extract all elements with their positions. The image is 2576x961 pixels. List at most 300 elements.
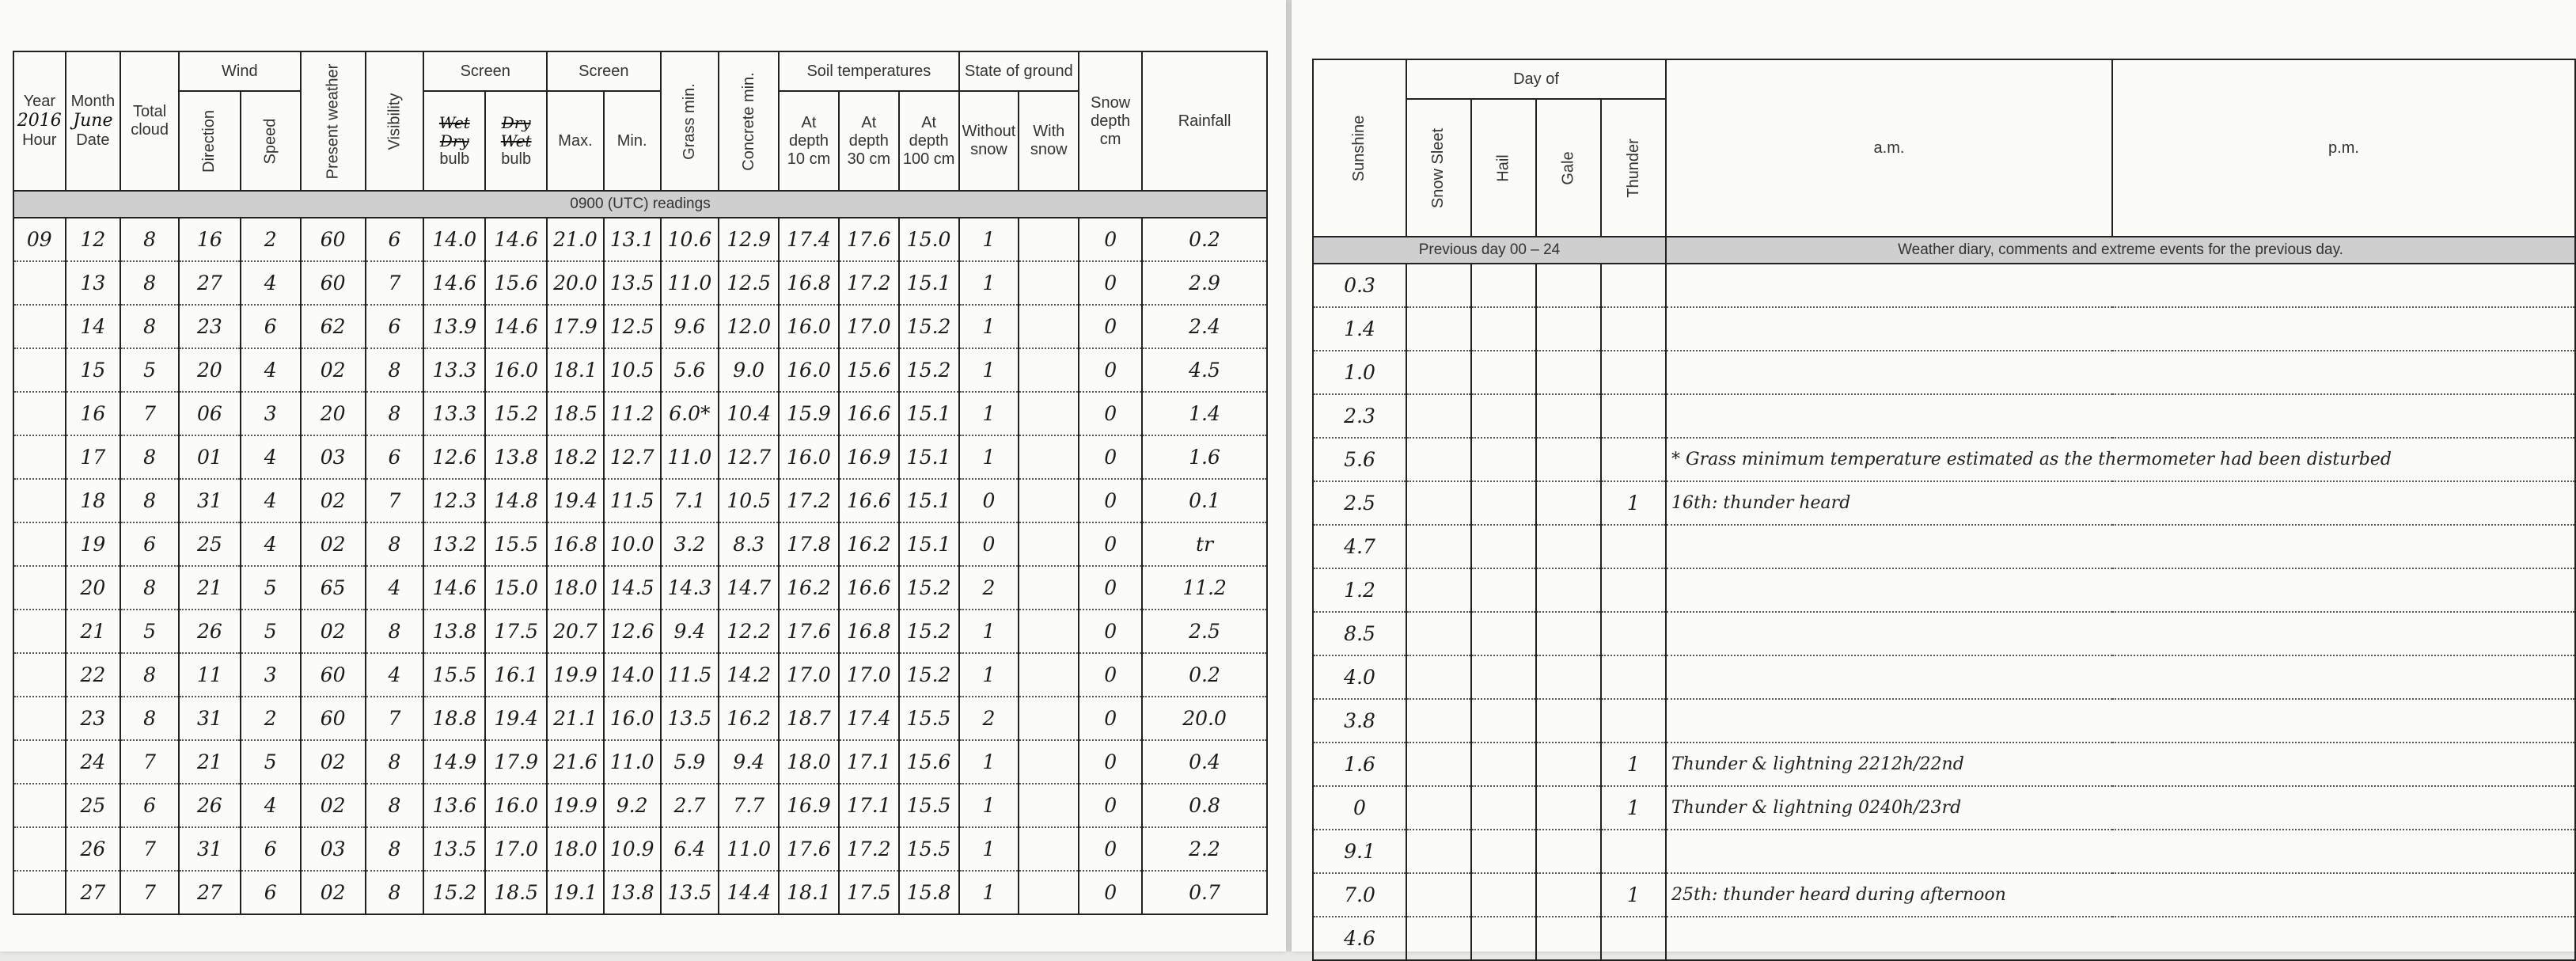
concrete-min-cell: 16.2 <box>719 697 779 740</box>
wind-direction-cell: 31 <box>179 827 241 871</box>
ground-without-snow-cell: 1 <box>959 348 1019 392</box>
snow-depth-cell: 0 <box>1079 305 1142 348</box>
ground-without-snow-cell: 1 <box>959 435 1019 479</box>
thunder-cell <box>1601 612 1666 655</box>
soil-100cm-cell: 15.2 <box>899 348 959 392</box>
soil-100cm-cell: 15.1 <box>899 261 959 305</box>
hail-cell <box>1471 830 1536 873</box>
wind-direction-cell: 23 <box>179 305 241 348</box>
date-cell: 24 <box>66 740 121 784</box>
hail-cell <box>1471 525 1536 568</box>
rainfall-cell: 0.1 <box>1142 479 1267 522</box>
sunshine-cell: 3.8 <box>1313 699 1406 743</box>
wet-bulb-cell: 12.6 <box>423 435 485 479</box>
diary-note-cell <box>1666 699 2575 743</box>
wind-speed-cell: 2 <box>241 697 301 740</box>
wind-direction-cell: 20 <box>179 348 241 392</box>
gale-cell <box>1536 917 1601 960</box>
table-row <box>13 522 1267 566</box>
diary-note-cell <box>1666 264 2575 307</box>
snow-cell <box>1406 612 1471 655</box>
snow-cell <box>1406 307 1471 351</box>
soil-10cm-cell: 17.6 <box>779 827 839 871</box>
table-row <box>1313 264 2575 307</box>
sunshine-cell: 1.0 <box>1313 351 1406 394</box>
dry-bulb-cell: 16.1 <box>485 653 547 697</box>
total-cloud-cell: 7 <box>120 827 179 871</box>
soil-100cm-cell: 15.0 <box>899 218 959 261</box>
screen-max-cell: 18.0 <box>547 827 604 871</box>
soil-10cm-cell: 16.0 <box>779 348 839 392</box>
hour-cell <box>13 697 66 740</box>
grass-min-cell: 6.4 <box>661 827 719 871</box>
diary-note-text: Thunder & lightning 0240h/23rd <box>1671 798 1962 818</box>
snow-depth-cell: 0 <box>1079 827 1142 871</box>
snow-cell <box>1406 917 1471 960</box>
rainfall-cell: 0.2 <box>1142 218 1267 261</box>
sunshine-cell: 1.2 <box>1313 568 1406 612</box>
soil-100cm-cell: 15.6 <box>899 740 959 784</box>
present-weather-header: Present weather <box>301 51 366 191</box>
snow-cell <box>1406 351 1471 394</box>
previous-day-band: Previous day 00 – 24 <box>1313 237 1666 264</box>
present-weather-cell: 60 <box>301 697 366 740</box>
diary-note-cell <box>1666 830 2575 873</box>
concrete-min-cell: 12.5 <box>719 261 779 305</box>
dry-bulb-cell: 14.8 <box>485 479 547 522</box>
table-row <box>13 653 1267 697</box>
snow-cell <box>1406 481 1471 525</box>
wind-direction-cell: 06 <box>179 392 241 435</box>
table-row <box>1313 786 2575 830</box>
wind-speed-cell: 5 <box>241 740 301 784</box>
table-row <box>1313 830 2575 873</box>
thunder-cell: 1 <box>1601 786 1666 830</box>
snow-cell <box>1406 655 1471 699</box>
soil-30cm-cell: 15.6 <box>839 348 899 392</box>
snow-cell <box>1406 786 1471 830</box>
thunder-header: Thunder <box>1601 99 1666 237</box>
snow-depth-cell: 0 <box>1079 522 1142 566</box>
diary-note-cell <box>1666 481 2575 525</box>
rainfall-cell: 11.2 <box>1142 566 1267 610</box>
sunshine-cell: 4.0 <box>1313 655 1406 699</box>
visibility-cell: 7 <box>366 479 424 522</box>
screen-max-cell: 21.1 <box>547 697 604 740</box>
thunder-cell <box>1601 264 1666 307</box>
grass-min-cell: 5.6 <box>661 348 719 392</box>
soil-10cm-cell: 16.0 <box>779 305 839 348</box>
date-cell: 15 <box>66 348 121 392</box>
table-row <box>13 348 1267 392</box>
rainfall-cell: 0.4 <box>1142 740 1267 784</box>
dry-bulb-cell: 16.0 <box>485 784 547 827</box>
sunshine-cell: 9.1 <box>1313 830 1406 873</box>
table-row <box>13 435 1267 479</box>
table-row <box>1313 917 2575 960</box>
sunshine-cell: 4.6 <box>1313 917 1406 960</box>
soil-10cm-cell: 17.0 <box>779 653 839 697</box>
without-snow-header: Without snow <box>959 91 1019 191</box>
diary-note-cell <box>1666 307 2575 351</box>
soil-100cm-cell: 15.1 <box>899 479 959 522</box>
screen-max-cell: 16.8 <box>547 522 604 566</box>
table-row <box>1313 525 2575 568</box>
hour-cell <box>13 479 66 522</box>
sunshine-cell: 0.3 <box>1313 264 1406 307</box>
wind-speed-cell: 5 <box>241 566 301 610</box>
month-date-header: Month June Date <box>66 51 121 191</box>
screen-max-cell: 18.1 <box>547 348 604 392</box>
thunder-cell: 1 <box>1601 873 1666 917</box>
soil-30cm-cell: 17.4 <box>839 697 899 740</box>
wind-direction-cell: 21 <box>179 740 241 784</box>
wet-bulb-cell: 13.2 <box>423 522 485 566</box>
soil-10cm-cell: 17.4 <box>779 218 839 261</box>
ground-without-snow-cell: 1 <box>959 871 1019 914</box>
ground-with-snow-cell <box>1019 740 1079 784</box>
wet-bulb-cell: 13.3 <box>423 348 485 392</box>
snow-cell <box>1406 525 1471 568</box>
total-cloud-cell: 8 <box>120 218 179 261</box>
ground-without-snow-cell: 0 <box>959 479 1019 522</box>
wind-speed-cell: 3 <box>241 653 301 697</box>
wind-direction-cell: 26 <box>179 784 241 827</box>
ground-with-snow-cell <box>1019 653 1079 697</box>
soil-10cm-cell: 15.9 <box>779 392 839 435</box>
table-row <box>13 261 1267 305</box>
grass-min-cell: 2.7 <box>661 784 719 827</box>
screen-min-cell: 16.0 <box>604 697 661 740</box>
present-weather-cell: 02 <box>301 479 366 522</box>
grass-min-cell: 9.6 <box>661 305 719 348</box>
snow-cell <box>1406 830 1471 873</box>
soil-10cm-cell: 17.8 <box>779 522 839 566</box>
hail-cell <box>1471 438 1536 481</box>
visibility-cell: 8 <box>366 784 424 827</box>
visibility-cell: 6 <box>366 305 424 348</box>
thunder-cell: 1 <box>1601 481 1666 525</box>
screen-max-cell: 21.6 <box>547 740 604 784</box>
thunder-cell <box>1601 351 1666 394</box>
gale-cell <box>1536 612 1601 655</box>
visibility-cell: 8 <box>366 827 424 871</box>
grass-min-cell: 3.2 <box>661 522 719 566</box>
hail-cell <box>1471 351 1536 394</box>
wind-direction-cell: 26 <box>179 610 241 653</box>
thunder-cell <box>1601 917 1666 960</box>
concrete-min-cell: 12.0 <box>719 305 779 348</box>
total-cloud-cell: 8 <box>120 261 179 305</box>
table-row <box>1313 612 2575 655</box>
dry-bulb-cell: 17.0 <box>485 827 547 871</box>
screen-min-cell: 10.0 <box>604 522 661 566</box>
diary-note-cell <box>1666 568 2575 612</box>
concrete-min-cell: 7.7 <box>719 784 779 827</box>
diary-band: Weather diary, comments and extreme events for the previous day. <box>1666 237 2575 264</box>
dry-bulb-header: Dry Wet bulb <box>485 91 547 191</box>
concrete-min-cell: 14.7 <box>719 566 779 610</box>
wet-bulb-cell: 13.9 <box>423 305 485 348</box>
wind-direction-cell: 25 <box>179 522 241 566</box>
diary-table <box>1312 59 2576 961</box>
hail-cell <box>1471 307 1536 351</box>
screen-minmax-header: Screen <box>547 51 660 91</box>
screen-max-cell: 20.0 <box>547 261 604 305</box>
diary-note-cell <box>1666 655 2575 699</box>
dry-bulb-cell: 19.4 <box>485 697 547 740</box>
snow-depth-cell: 0 <box>1079 435 1142 479</box>
grass-min-cell: 5.9 <box>661 740 719 784</box>
gale-cell <box>1536 438 1601 481</box>
wind-header: Wind <box>179 51 301 91</box>
ground-without-snow-cell: 1 <box>959 305 1019 348</box>
date-cell: 14 <box>66 305 121 348</box>
table-row <box>13 871 1267 914</box>
soil-100cm-cell: 15.5 <box>899 784 959 827</box>
right-page <box>1292 0 2576 952</box>
hour-cell <box>13 827 66 871</box>
wind-speed-cell: 6 <box>241 305 301 348</box>
soil-10cm-cell: 17.6 <box>779 610 839 653</box>
diary-note-cell <box>1666 873 2575 917</box>
gale-cell <box>1536 830 1601 873</box>
screen-max-cell: 19.9 <box>547 784 604 827</box>
present-weather-cell: 60 <box>301 218 366 261</box>
snow-cell <box>1406 873 1471 917</box>
wind-direction-header: Direction <box>179 91 241 191</box>
soil-100cm-cell: 15.5 <box>899 827 959 871</box>
grass-min-cell: 13.5 <box>661 871 719 914</box>
present-weather-cell: 02 <box>301 871 366 914</box>
visibility-cell: 4 <box>366 566 424 610</box>
sunshine-header: Sunshine <box>1313 59 1406 237</box>
gale-cell <box>1536 786 1601 830</box>
gale-header: Gale <box>1536 99 1601 237</box>
visibility-cell: 8 <box>366 348 424 392</box>
concrete-min-cell: 9.0 <box>719 348 779 392</box>
soil-30cm-header: At depth 30 cm <box>839 91 899 191</box>
rainfall-cell: 4.5 <box>1142 348 1267 392</box>
sunshine-cell: 8.5 <box>1313 612 1406 655</box>
present-weather-cell: 03 <box>301 827 366 871</box>
snow-cell <box>1406 438 1471 481</box>
diary-note-text: * Grass minimum temperature estimated as the thermometer had been disturbed <box>1671 450 2392 469</box>
ground-with-snow-cell <box>1019 522 1079 566</box>
soil-100cm-cell: 15.2 <box>899 305 959 348</box>
total-cloud-cell: 6 <box>120 522 179 566</box>
ground-without-snow-cell: 1 <box>959 392 1019 435</box>
page-gutter <box>1286 0 1292 952</box>
rainfall-cell: 20.0 <box>1142 697 1267 740</box>
date-cell: 19 <box>66 522 121 566</box>
diary-note-cell <box>1666 438 2575 481</box>
sunshine-cell: 0 <box>1313 786 1406 830</box>
hour-cell <box>13 566 66 610</box>
date-cell: 18 <box>66 479 121 522</box>
snow-depth-cell: 0 <box>1079 610 1142 653</box>
wind-speed-cell: 4 <box>241 522 301 566</box>
snow-depth-cell: 0 <box>1079 566 1142 610</box>
soil-30cm-cell: 17.5 <box>839 871 899 914</box>
date-cell: 26 <box>66 827 121 871</box>
screen-min-cell: 12.5 <box>604 305 661 348</box>
thunder-cell <box>1601 830 1666 873</box>
date-cell: 20 <box>66 566 121 610</box>
wind-speed-cell: 6 <box>241 871 301 914</box>
ground-with-snow-cell <box>1019 784 1079 827</box>
ground-without-snow-cell: 2 <box>959 566 1019 610</box>
soil-30cm-cell: 17.0 <box>839 305 899 348</box>
concrete-min-cell: 11.0 <box>719 827 779 871</box>
readings-band: 0900 (UTC) readings <box>13 191 1267 218</box>
concrete-min-cell: 12.2 <box>719 610 779 653</box>
diary-note-text: 25th: thunder heard during afternoon <box>1671 885 2006 905</box>
gale-cell <box>1536 481 1601 525</box>
gale-cell <box>1536 873 1601 917</box>
hail-cell <box>1471 481 1536 525</box>
hour-cell <box>13 435 66 479</box>
wet-bulb-cell: 12.3 <box>423 479 485 522</box>
soil-10cm-cell: 18.0 <box>779 740 839 784</box>
table-row <box>13 740 1267 784</box>
soil-10cm-cell: 18.1 <box>779 871 839 914</box>
screen-min-cell: 12.7 <box>604 435 661 479</box>
ground-with-snow-cell <box>1019 871 1079 914</box>
dry-bulb-cell: 18.5 <box>485 871 547 914</box>
concrete-min-cell: 8.3 <box>719 522 779 566</box>
day-of-header: Day of <box>1406 59 1666 99</box>
soil-30cm-cell: 17.2 <box>839 261 899 305</box>
ground-without-snow-cell: 1 <box>959 218 1019 261</box>
hail-cell <box>1471 917 1536 960</box>
snow-depth-cell: 0 <box>1079 348 1142 392</box>
hour-cell <box>13 348 66 392</box>
ground-with-snow-cell <box>1019 218 1079 261</box>
soil-10cm-cell: 16.0 <box>779 435 839 479</box>
sunshine-cell: 7.0 <box>1313 873 1406 917</box>
wind-speed-cell: 4 <box>241 261 301 305</box>
table-row <box>13 827 1267 871</box>
screen-max-header: Max. <box>547 91 604 191</box>
present-weather-cell: 02 <box>301 740 366 784</box>
present-weather-cell: 02 <box>301 522 366 566</box>
soil-30cm-cell: 16.6 <box>839 479 899 522</box>
ground-without-snow-cell: 1 <box>959 740 1019 784</box>
wet-bulb-cell: 14.6 <box>423 261 485 305</box>
total-cloud-cell: 8 <box>120 305 179 348</box>
dry-bulb-cell: 17.5 <box>485 610 547 653</box>
ground-with-snow-cell <box>1019 697 1079 740</box>
total-cloud-cell: 5 <box>120 610 179 653</box>
screen-max-cell: 19.1 <box>547 871 604 914</box>
thunder-cell: 1 <box>1601 743 1666 786</box>
soil-100cm-cell: 15.2 <box>899 610 959 653</box>
diary-note-cell <box>1666 394 2575 438</box>
wind-speed-cell: 3 <box>241 392 301 435</box>
screen-min-cell: 14.0 <box>604 653 661 697</box>
snow-depth-cell: 0 <box>1079 871 1142 914</box>
wet-bulb-cell: 14.0 <box>423 218 485 261</box>
grass-min-cell: 11.5 <box>661 653 719 697</box>
dry-bulb-cell: 15.2 <box>485 392 547 435</box>
soil-100cm-cell: 15.2 <box>899 653 959 697</box>
wind-direction-cell: 31 <box>179 697 241 740</box>
screen-max-cell: 17.9 <box>547 305 604 348</box>
visibility-header: Visibility <box>366 51 424 191</box>
snow-depth-cell: 0 <box>1079 697 1142 740</box>
concrete-min-cell: 9.4 <box>719 740 779 784</box>
visibility-cell: 6 <box>366 435 424 479</box>
visibility-cell: 8 <box>366 740 424 784</box>
ground-with-snow-cell <box>1019 435 1079 479</box>
total-cloud-cell: 8 <box>120 697 179 740</box>
ground-with-snow-cell <box>1019 392 1079 435</box>
total-cloud-cell: 8 <box>120 435 179 479</box>
snow-depth-cell: 0 <box>1079 479 1142 522</box>
total-cloud-cell: 8 <box>120 566 179 610</box>
wind-direction-cell: 21 <box>179 566 241 610</box>
wet-bulb-cell: 15.5 <box>423 653 485 697</box>
wind-speed-cell: 6 <box>241 827 301 871</box>
snow-cell <box>1406 568 1471 612</box>
table-row <box>1313 699 2575 743</box>
snow-depth-cell: 0 <box>1079 261 1142 305</box>
diary-note-cell <box>1666 525 2575 568</box>
rainfall-cell: 0.8 <box>1142 784 1267 827</box>
screen-min-header: Min. <box>604 91 661 191</box>
rainfall-header: Rainfall <box>1142 51 1267 191</box>
rainfall-cell: 1.6 <box>1142 435 1267 479</box>
wet-bulb-cell: 13.6 <box>423 784 485 827</box>
screen-min-cell: 9.2 <box>604 784 661 827</box>
diary-note-cell <box>1666 917 2575 960</box>
concrete-min-cell: 10.4 <box>719 392 779 435</box>
hour-cell <box>13 261 66 305</box>
ground-without-snow-cell: 0 <box>959 522 1019 566</box>
dry-bulb-cell: 15.5 <box>485 522 547 566</box>
screen-min-cell: 13.8 <box>604 871 661 914</box>
gale-cell <box>1536 525 1601 568</box>
wet-bulb-cell: 14.9 <box>423 740 485 784</box>
table-row <box>1313 655 2575 699</box>
dry-bulb-cell: 15.0 <box>485 566 547 610</box>
gale-cell <box>1536 655 1601 699</box>
ground-with-snow-cell <box>1019 261 1079 305</box>
concrete-min-cell: 12.9 <box>719 218 779 261</box>
sunshine-cell: 1.4 <box>1313 307 1406 351</box>
date-cell: 25 <box>66 784 121 827</box>
ground-without-snow-cell: 1 <box>959 827 1019 871</box>
visibility-cell: 7 <box>366 697 424 740</box>
dry-bulb-cell: 17.9 <box>485 740 547 784</box>
screen-min-cell: 13.1 <box>604 218 661 261</box>
soil-30cm-cell: 17.1 <box>839 740 899 784</box>
wet-bulb-cell: 13.5 <box>423 827 485 871</box>
thunder-cell <box>1601 655 1666 699</box>
soil-100cm-header: At depth 100 cm <box>899 91 959 191</box>
snow-cell <box>1406 743 1471 786</box>
snow-depth-cell: 0 <box>1079 740 1142 784</box>
hour-cell <box>13 610 66 653</box>
rainfall-cell: 2.9 <box>1142 261 1267 305</box>
soil-100cm-cell: 15.5 <box>899 697 959 740</box>
snow-depth-cell: 0 <box>1079 784 1142 827</box>
gale-cell <box>1536 743 1601 786</box>
total-cloud-header: Total cloud <box>120 51 179 191</box>
wind-direction-cell: 16 <box>179 218 241 261</box>
ground-without-snow-cell: 1 <box>959 261 1019 305</box>
